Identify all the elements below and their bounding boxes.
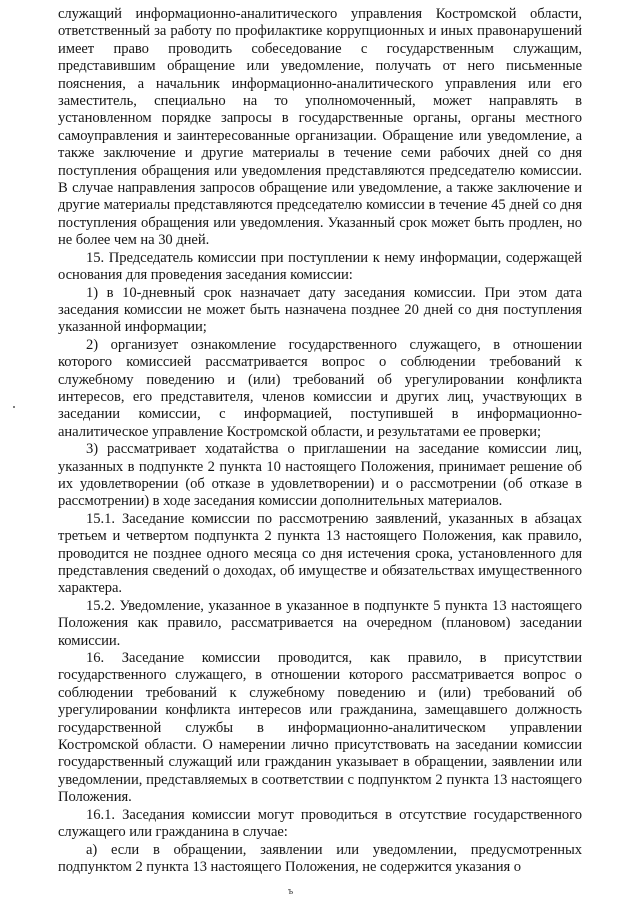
paragraph-15-2: 15.2. Уведомление, указанное в указанное в подпункте 5 пункта 13 настоящего Положения как правило, рассматривается на очередном (плановом) заседании комиссии.: [58, 597, 582, 649]
page-number-mark: ъ: [288, 886, 294, 897]
scan-speck: [13, 406, 15, 408]
paragraph-15-1: 15.1. Заседание комиссии по рассмотрению заявлений, указанных в абзацах третьем и четвертом подпункта 2 пункта 13 настоящего Положения, как правило, проводится не позднее одного месяца со дня истечения срока, установленного для представления сведений о доходах, об имуществе и обязательствах имущественного характера.: [58, 510, 582, 597]
paragraph-15-item-2: 2) организует ознакомление государственного служащего, в отношении которого комиссией рассматривается вопрос о соблюдении требований к служебному поведению и (или) требований об урегулировании конфликта интересов, его представителя, членов комиссии и других лиц, участвующих в заседании комиссии, с информацией, поступившей в информационно-аналитическое управление Костромской области, и результатами ее проверки;: [58, 336, 582, 440]
paragraph-14-continuation: служащий информационно-аналитического управления Костромской области, ответственный за работу по профилактике коррупционных и иных правонарушений имеет право проводить собеседование с государственным служащим, представившим обращение или уведомление, получать от него письменные пояснения, а начальник информационно-аналитического управления или его заместитель, специально на то уполномоченный, может направлять в установленном порядке запросы в государственные органы, органы местного самоуправления и заинтересованные организации. Обращение или уведомление, а также заключение и другие материалы в течение семи рабочих дней со дня поступления обращения или уведомления представляются председателю комиссии. В случае направления запросов обращение или уведомление, а также заключение и другие материалы представляются председателю комиссии в течение 45 дней со дня поступления обращения или уведомления. Указанный срок может быть продлен, но не более чем на 30 дней.: [58, 6, 582, 249]
paragraph-15-item-1: 1) в 10-дневный срок назначает дату заседания комиссии. При этом дата заседания комиссии не может быть назначена позднее 20 дней со дня поступления указанной информации;: [58, 284, 582, 336]
paragraph-16: 16. Заседание комиссии проводится, как правило, в присутствии государственного служащего, в отношении которого рассматривается вопрос о соблюдении требований к служебному поведению и (или) требований об урегулировании конфликта интересов или гражданина, замещавшего должность государственной службы в информационно-аналитическом управлении Костромской области. О намерении лично присутствовать на заседании комиссии государственный служащий или гражданин указывает в обращении, заявлении или уведомлении, представляемых в соответствии с подпунктом 2 пункта 13 настоящего Положения.: [58, 650, 582, 806]
paragraph-16-1: 16.1. Заседания комиссии могут проводиться в отсутствие государственного служащего или гражданина в случае:: [58, 806, 582, 841]
paragraph-15: 15. Председатель комиссии при поступлении к нему информации, содержащей основания для проведения заседания комиссии:: [58, 249, 582, 284]
paragraph-16-1-item-a: а) если в обращении, заявлении или уведомлении, предусмотренных подпунктом 2 пункта 13 настоящего Положения, не содержится указания о: [58, 841, 582, 875]
paragraph-15-item-3: 3) рассматривает ходатайства о приглашении на заседание комиссии лиц, указанных в подпункте 2 пункта 10 настоящего Положения, принимает решение об их удовлетворении (об отказе в удовлетворении) и о рассмотрении (об отказе в рассмотрении) в ходе заседания комиссии дополнительных материалов.: [58, 441, 582, 510]
